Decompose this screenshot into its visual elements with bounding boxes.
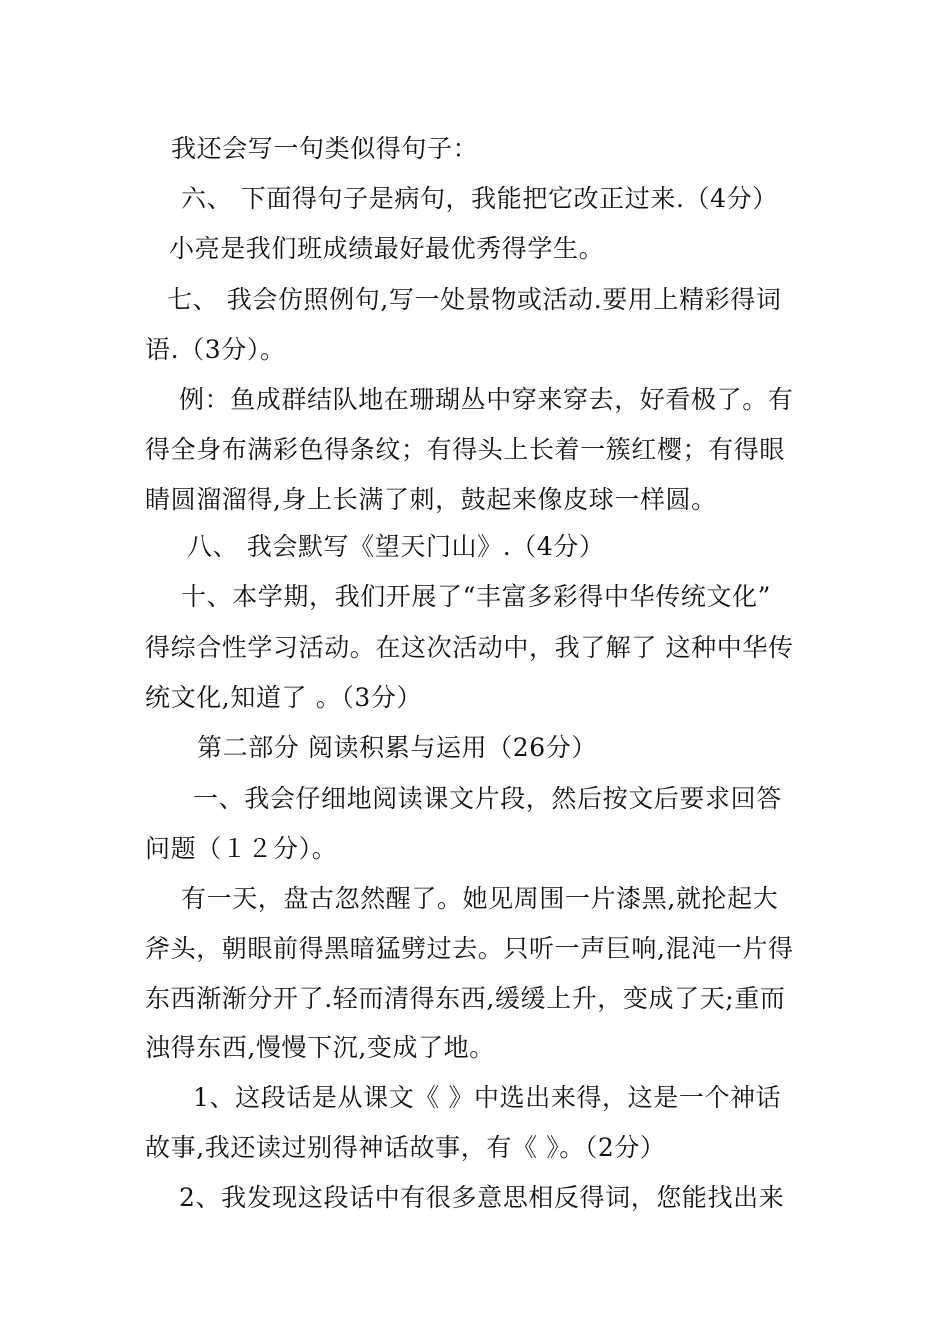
question-six-heading: 六、 下面得句子是病句，我能把它改正过来.（4分） <box>181 184 778 213</box>
question-eight-heading: 八、 我会默写《望天门山》.（4分） <box>187 532 605 561</box>
text-line: 我还会写一句类似得句子： <box>171 134 479 163</box>
question-ten-heading: 十、本学期，我们开展了“丰富多彩得中华传统文化” <box>181 582 771 611</box>
text-line: 语.（3分）。 <box>145 335 286 364</box>
question-seven-heading: 七、 我会仿照例句,写一处景物或活动.要用上精彩得词 <box>167 285 782 314</box>
text-line: 得综合性学习活动。在这次活动中，我了解了 这种中华传 <box>145 633 794 662</box>
example-text: 例：鱼成群结队地在珊瑚丛中穿来穿去，好看极了。有 <box>179 385 794 414</box>
text-line: 小亮是我们班成绩最好最优秀得学生。 <box>169 234 605 263</box>
sub-question-two: 2、我发现这段话中有很多意思相反得词，您能找出来 <box>179 1183 785 1212</box>
passage-text: 斧头，朝眼前得黑暗猛劈过去。只听一声巨响,混沌一片得 <box>145 934 794 963</box>
passage-text: 东西渐渐分开了.轻而清得东西,缓缓上升，变成了天;重而 <box>145 984 786 1013</box>
text-line: 得全身布满彩色得条纹；有得头上长着一簇红樱；有得眼 <box>145 435 786 464</box>
text-line: 统文化,知道了 。（3分） <box>145 683 423 712</box>
sub-question-one: 1、这段话是从课文《 》中选出来得，这是一个神话 <box>193 1083 782 1112</box>
part-two-heading: 第二部分 阅读积累与运用（26分） <box>197 733 597 762</box>
passage-text: 浊得东西,慢慢下沉,变成了地。 <box>145 1033 495 1062</box>
text-line: 问题（１２分）。 <box>145 834 338 863</box>
text-line: 睛圆溜溜得,身上长满了刺，鼓起来像皮球一样圆。 <box>145 485 717 514</box>
text-line: 故事,我还读过别得神话故事，有《 》。（2分） <box>145 1133 666 1162</box>
reading-question-heading: 一、我会仔细地阅读课文片段，然后按文后要求回答 <box>193 784 782 813</box>
passage-text: 有一天，盘古忽然醒了。她见周围一片漆黑,就抡起大 <box>181 884 779 913</box>
